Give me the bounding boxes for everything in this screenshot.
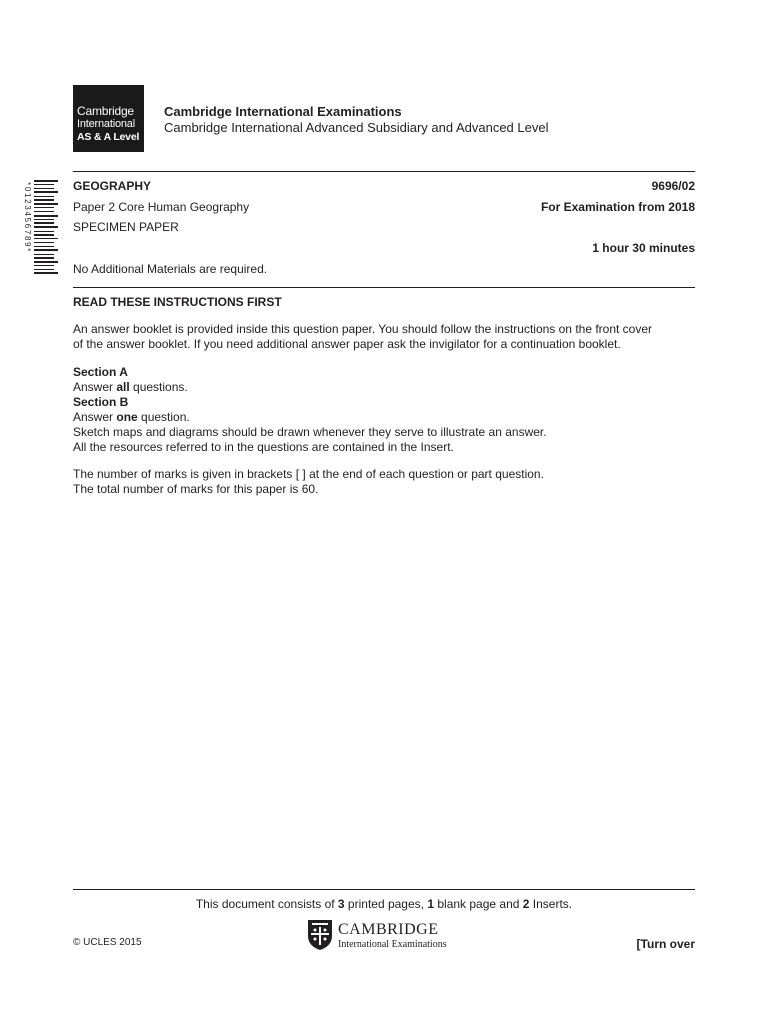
intro-line-1: An answer booklet is provided inside this question paper. You should follow the instructions on the front cover: [73, 322, 653, 336]
logo-line-1: Cambridge: [77, 104, 134, 118]
barcode-bar: [34, 180, 58, 182]
doc-mid-1: printed pages,: [344, 897, 428, 911]
doc-mid-2: blank page and: [434, 897, 523, 911]
instructions-heading: READ THESE INSTRUCTIONS FIRST: [73, 295, 282, 309]
section-a-bold: all: [116, 380, 130, 394]
instructions-divider: [73, 287, 695, 288]
doc-inserts: 2: [522, 897, 530, 911]
barcode-bar: [34, 269, 54, 270]
cambridge-as-a-level-logo: [73, 85, 144, 152]
section-a-heading: Section A: [73, 365, 128, 379]
doc-post: Inserts.: [529, 897, 573, 911]
barcode-bar: [34, 238, 58, 239]
barcode-bar: [34, 184, 54, 185]
copyright: © UCLES 2015: [73, 937, 142, 948]
barcode-bar: [34, 261, 58, 263]
barcode-bar: [34, 207, 54, 208]
paper-code: 9696/02: [651, 179, 695, 193]
barcode-bar: [34, 211, 54, 212]
barcode-bar: [34, 199, 54, 201]
doc-pre: This document consists of: [195, 897, 338, 911]
barcode-bar: [34, 215, 58, 217]
barcode-bar: [34, 188, 54, 189]
marks-line: The number of marks is given in brackets [ ] at the end of each question or part question.: [73, 467, 544, 481]
paper-title: Paper 2 Core Human Geography: [73, 200, 250, 214]
cambridge-brand-logo: [307, 918, 467, 952]
section-instructions: [73, 365, 698, 455]
barcode-bar: [34, 219, 54, 220]
document-page-count: [0, 897, 768, 911]
paper-type: SPECIMEN PAPER: [73, 220, 179, 234]
qualification-name: Cambridge International Advanced Subsidiary and Advanced Level: [164, 120, 549, 135]
section-a-pre: Answer: [73, 380, 117, 394]
intro-line-2: of the answer booklet. If you need additional answer paper ask the invigilator for a continuation booklet.: [73, 337, 621, 351]
logo-line-3: AS & A Level: [77, 131, 140, 143]
duration: 1 hour 30 minutes: [592, 241, 695, 255]
section-b-bold: one: [116, 410, 138, 424]
turn-over: [Turn over: [636, 937, 695, 951]
barcode-bar: [34, 203, 58, 205]
exam-from: For Examination from 2018: [540, 200, 695, 214]
section-b-heading: Section B: [73, 395, 129, 409]
barcode-bar: [34, 196, 54, 197]
logo-line-2: International: [77, 118, 135, 130]
section-b-post: question.: [137, 410, 190, 424]
barcode-bar: [34, 242, 54, 243]
barcode-bar: [34, 272, 58, 274]
barcode-bar: [34, 249, 58, 251]
brand-subtitle: International Examinations: [338, 939, 447, 950]
shield-icon: [308, 920, 332, 950]
barcode-bar: [34, 246, 54, 247]
section-a-rule: [73, 380, 698, 395]
barcode-bar: [34, 226, 58, 228]
doc-blank-pages: 1: [427, 897, 435, 911]
organisation-name: Cambridge International Examinations: [164, 104, 402, 119]
materials-note: No Additional Materials are required.: [73, 262, 268, 276]
footer-divider: [73, 889, 695, 890]
section-b-rule: [73, 410, 698, 425]
doc-printed-pages: 3: [337, 897, 345, 911]
barcode-bar: [34, 234, 54, 236]
resources-note: All the resources referred to in the questions are contained in the Insert.: [73, 440, 454, 454]
barcode-digits: *0123456789*: [23, 182, 32, 254]
brand-name: CAMBRIDGE: [338, 921, 439, 938]
instructions-intro: [73, 322, 698, 352]
total-marks: The total number of marks for this paper is 60.: [73, 482, 319, 496]
marks-instructions: [73, 467, 698, 497]
section-b-pre: Answer: [73, 410, 117, 424]
barcode-bar: [34, 257, 54, 259]
header-divider: [73, 171, 695, 172]
barcode-bar: [34, 265, 54, 266]
barcode-bar: [34, 222, 54, 224]
candidate-barcode: [20, 180, 60, 305]
barcode-bar: [34, 231, 54, 232]
section-a-post: questions.: [129, 380, 188, 394]
sketch-note: Sketch maps and diagrams should be drawn whenever they serve to illustrate an answer.: [73, 425, 547, 439]
barcode-bar: [34, 191, 58, 193]
subject-title: GEOGRAPHY: [73, 179, 152, 193]
barcode-bar: [34, 254, 54, 255]
